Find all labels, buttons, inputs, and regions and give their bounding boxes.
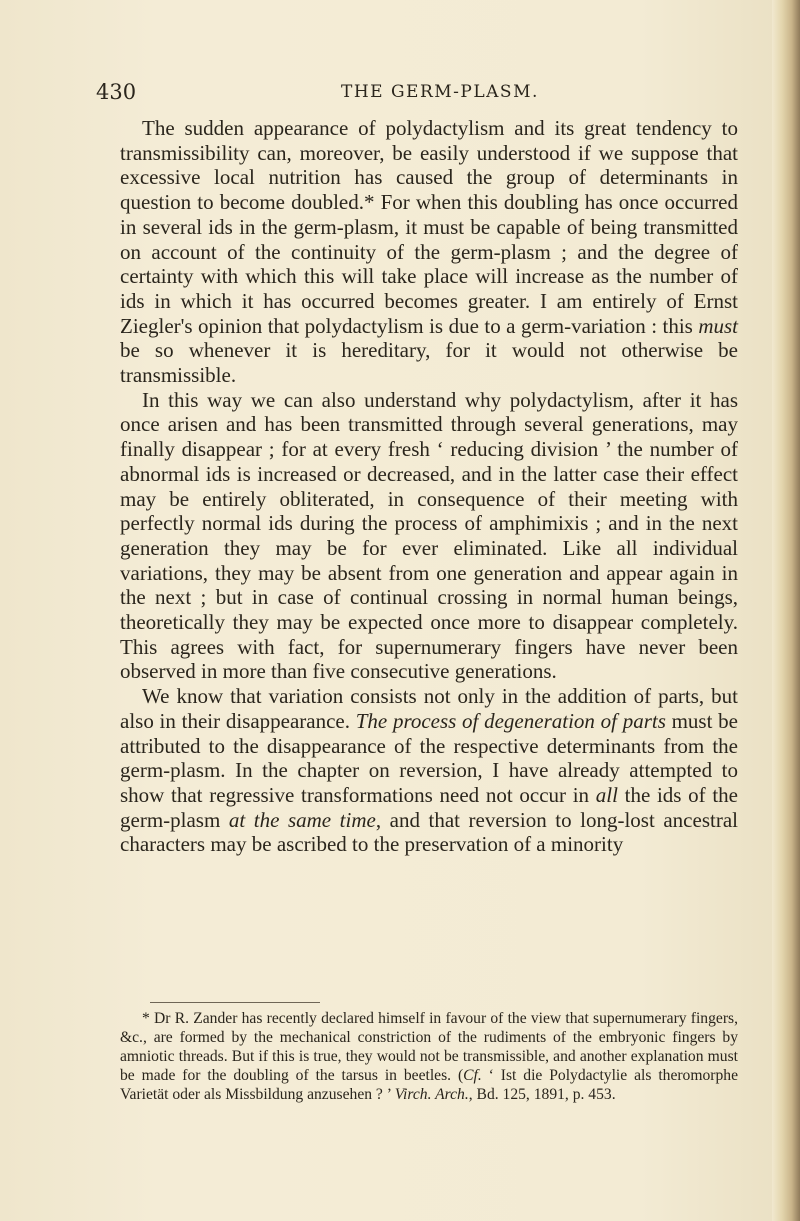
page-edge-shadow <box>772 0 800 1221</box>
paragraph-2: In this way we can also understand why polydactylism, after it has once arisen and has been transmitted through several generations, may finally disappear ; for at every fresh ‘ reducing division ’ the number of abnormal ids is increased or decreased, and in the latter case their effect may be entirely obliterated, in consequence of their meeting with perfectly normal ids during the process of amphimixis ; and in the next generation they may be for ever eliminated. Like all individual variations, they may be absent from one generation and appear again in the next ; but in case of continual crossing in normal human beings, theoretically they may be expected once more to disappear completely. This agrees with fact, for supernumerary fingers have never been observed in more than five consecutive generations. <box>120 387 738 684</box>
italic-must: must <box>698 313 738 338</box>
footnote-citation: , Bd. 125, 1891, p. 453. <box>468 1086 616 1103</box>
footnote-paragraph <box>120 1009 738 1104</box>
running-head: THE GERM-PLASM. <box>341 82 539 102</box>
footnote-source: Virch. Arch. <box>394 1086 469 1103</box>
page-header <box>96 80 696 108</box>
paragraph-1-part-c: be so whenever it is hereditary, for it would not otherwise be transmissible. <box>120 338 738 388</box>
paragraph-3-part-b: must be attributed to the disappearance of the respective determinants from the germ-plasm. In the chapter on reversion, I have already attempted to show that regressive transformations need not occur in <box>120 708 738 807</box>
paragraph-1-part-a: The sudden appearance of polydactylism and its great tendency to transmissibility can, moreover, be easily understood if we suppose that excessive local nutrition has caused the group of determinants in question to become doubled. <box>120 116 738 215</box>
footnote-rule <box>150 1002 320 1003</box>
paragraph-3 <box>120 684 738 857</box>
footnote-marker: * <box>364 190 375 215</box>
paragraph-3-part-d: , and that reversion to long-lost ancestral characters may be ascribed to the preservation of a minority <box>120 807 738 857</box>
footnote-cf: Cf. <box>463 1067 482 1084</box>
paragraph-1-part-b: For when this doubling has once occurred in several ids in the germ-plasm, it must be capable of being transmitted on account of the continuity of the germ-plasm ; and the degree of certainty with which this will take place will increase as the number of ids in which it has occurred becomes greater. I am entirely of Ernst Ziegler's opinion that polydactylism is due to a germ-variation : this <box>120 190 738 338</box>
footnote <box>120 1009 738 1104</box>
paragraph-1 <box>120 116 738 388</box>
footnote-text-a: * Dr R. Zander has recently declared himself in favour of the view that supernumerary fingers, &c., are formed by the mechanical constriction of the rudiments of the embryonic fingers by amniotic threads. But if this is true, they would not be transmissible, and another explanation must be made for the doubling of the tarsus in beetles. ( <box>120 1010 738 1084</box>
page-number: 430 <box>96 80 137 104</box>
italic-degeneration: The process of degeneration of parts <box>355 708 666 733</box>
italic-all: all <box>595 782 618 807</box>
paragraph-3-part-a: We know that variation consists not only in the addition of parts, but also in their disappearance. <box>120 684 738 733</box>
body-text <box>120 116 738 857</box>
paragraph-3-part-c: the ids of the germ-plasm <box>120 782 738 832</box>
footnote-text-b: ‘ Ist die Polydactylie als theromorphe Varietät oder als Missbildung anzusehen ? ’ <box>120 1067 738 1103</box>
italic-same-time: at the same time <box>228 807 376 832</box>
